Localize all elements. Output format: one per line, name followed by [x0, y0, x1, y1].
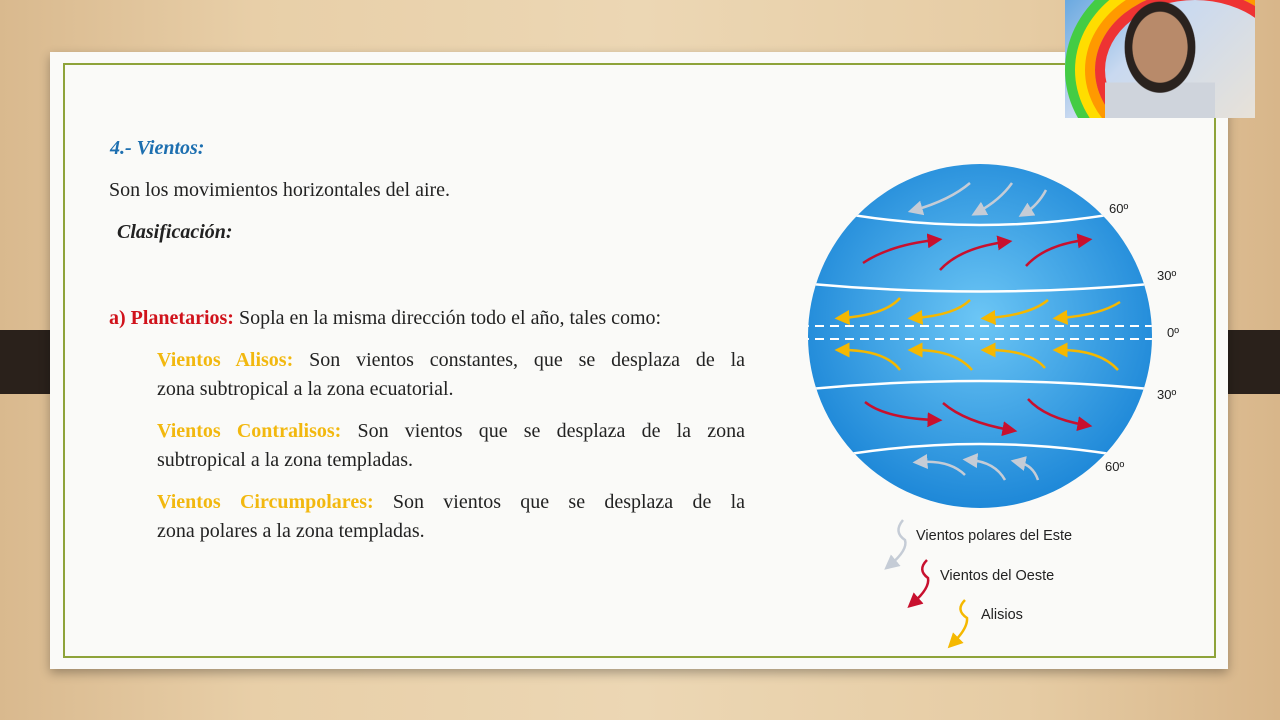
wind-globe-diagram: [790, 160, 1210, 660]
legend-west: Vientos del Oeste: [940, 568, 1055, 584]
legend-west-icon: [913, 560, 928, 603]
legend-trade-icon: [953, 600, 967, 643]
item-text-2: subtropical a la zona templadas.: [157, 449, 414, 471]
legend-polar: Vientos polares del Este: [916, 528, 1073, 544]
definition: Son los movimientos horizontales del aire.: [109, 179, 451, 201]
item-label: Vientos Contralisos:: [157, 420, 342, 442]
lat-eq: 0º: [1167, 325, 1179, 340]
item-text: Son vientos que se desplaza de la zona: [341, 420, 745, 442]
lat-n30: 30º: [1157, 268, 1177, 283]
item-circumpolares: [157, 488, 745, 546]
item-contralisos: [157, 417, 745, 475]
legend-trade: Alisios: [981, 607, 1023, 623]
lat-s30: 30º: [1157, 387, 1177, 402]
item-text: Son vientos constantes, que se desplaza de la: [293, 349, 745, 371]
item-alisos: [157, 346, 745, 404]
item-text-2: zona polares a la zona templadas.: [157, 520, 425, 542]
item-label: Vientos Circumpolares:: [157, 491, 374, 513]
item-label: Vientos Alisos:: [157, 349, 294, 371]
planetarios-label: a) Planetarios:: [109, 307, 234, 329]
heading: 4.- Vientos:: [110, 137, 205, 159]
presenter: [1105, 0, 1215, 118]
planetarios-text: Sopla en la misma dirección todo el año, tales como:: [233, 307, 662, 329]
lat-s60: 60º: [1105, 459, 1125, 474]
classification-heading: Clasificación:: [117, 221, 233, 243]
planetarios-line: [109, 304, 661, 333]
legend-polar-icon: [890, 520, 905, 565]
lat-n60: 60º: [1109, 201, 1129, 216]
item-text: Son vientos que se desplaza de la: [373, 491, 745, 513]
item-text-2: zona subtropical a la zona ecuatorial.: [157, 378, 454, 400]
webcam-overlay: [1065, 0, 1255, 118]
